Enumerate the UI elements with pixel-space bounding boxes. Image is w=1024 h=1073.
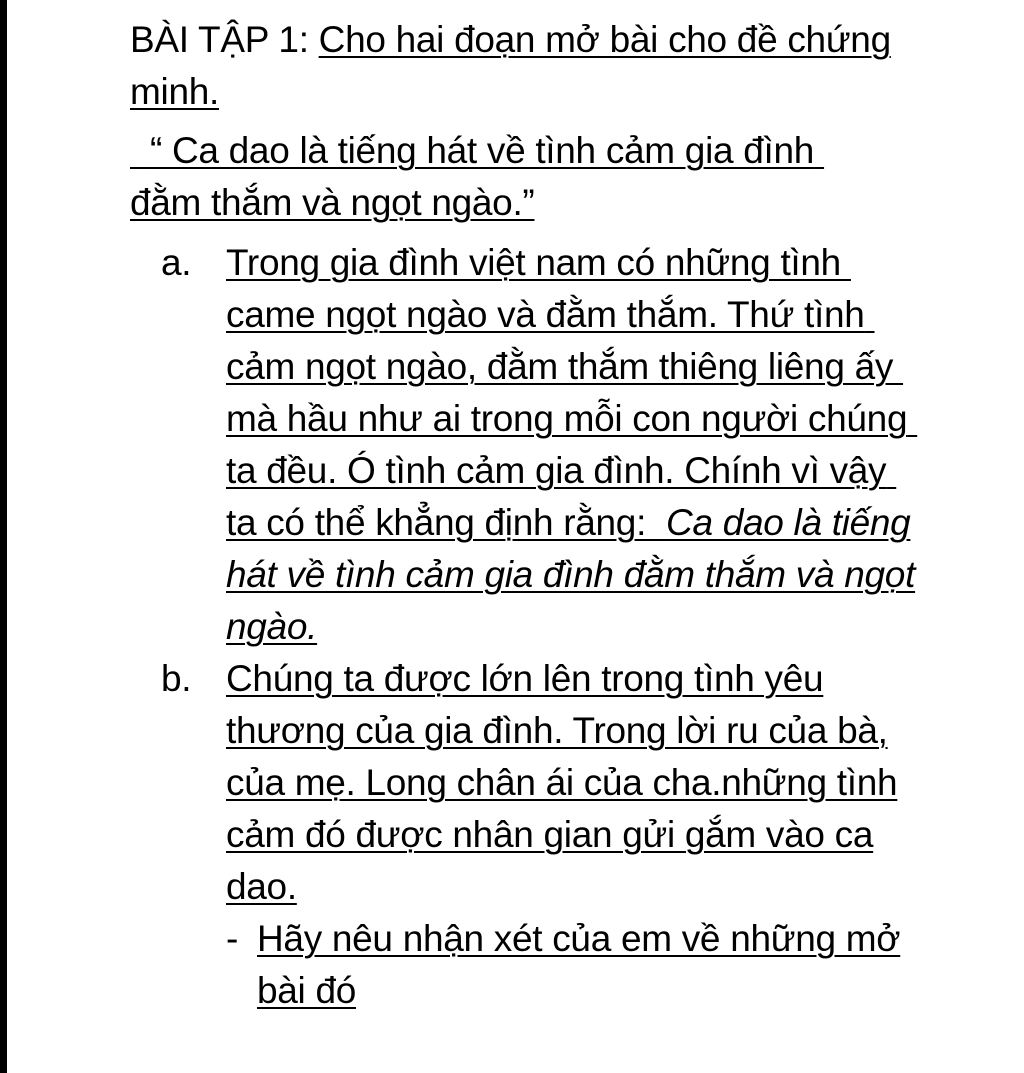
exercise-title: Cho hai đoạn mở bài cho đề chứng minh.	[130, 19, 891, 112]
list-marker-b: b.	[161, 658, 192, 699]
list-item-a	[130, 237, 916, 653]
exercise-label: BÀI TẬP 1:	[130, 19, 319, 60]
item-b-text: Chúng ta được lớn lên trong tình yêu thương của gia đình. Trong lời ru của bà, của mẹ. Long chân ái của cha.những tình cảm đó được nhân gian gửi gắm vào ca dao.	[226, 658, 898, 907]
exercise-heading	[130, 14, 930, 118]
list-item-b	[130, 653, 916, 913]
list-marker-a: a.	[161, 242, 192, 283]
question-marker: -	[226, 918, 239, 959]
exercise-quote-paragraph	[130, 125, 830, 229]
page-left-edge	[0, 0, 7, 1073]
exercise-quote: “ Ca dao là tiếng hát về tình cảm gia đình đằm thắm và ngọt ngào.”	[130, 130, 825, 223]
document-body	[130, 14, 930, 1017]
question-text: Hãy nêu nhận xét của em về những mở bài đó	[257, 918, 901, 1011]
answer-list	[130, 237, 930, 1017]
item-a-italic-text: Ca dao là tiếng hát về tình cảm gia đình đằm thắm và ngọt ngào.	[226, 502, 916, 647]
question-item	[130, 913, 917, 1017]
item-a-text: Trong gia đình việt nam có những tình came ngọt ngào và đằm thắm. Thứ tình cảm ngọt ngào, đằm thắm thiêng liêng ấy mà hầu như ai trong mỗi con người chúng ta đều. Ó tình cảm gia đình. Chính vì vậy ta có thể khẳng định rằng:	[226, 242, 918, 543]
